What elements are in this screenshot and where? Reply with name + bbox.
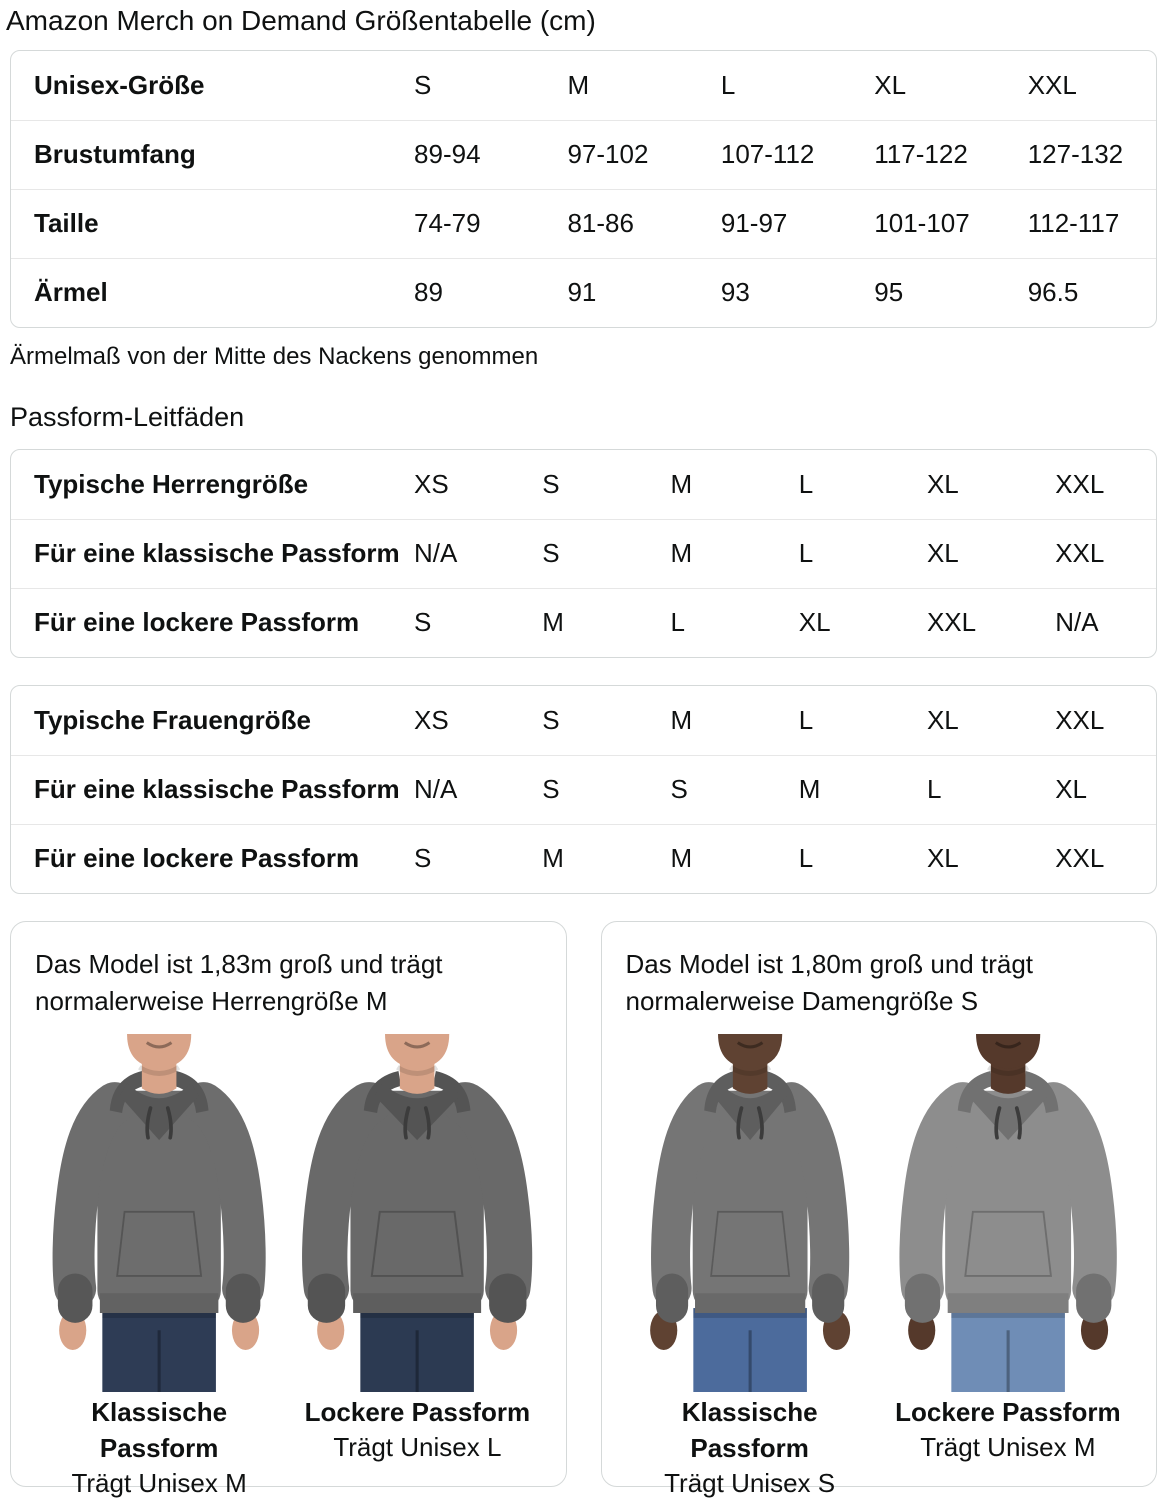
row-label: Typische Frauengröße <box>34 704 311 735</box>
size-cell: S <box>542 704 560 735</box>
size-cell: 89-94 <box>414 120 567 189</box>
table-row <box>11 588 1156 657</box>
size-cell: 81-86 <box>567 189 720 258</box>
size-cell: 101-107 <box>874 189 1027 258</box>
table-row <box>11 755 1156 824</box>
model-cards <box>10 921 1157 1498</box>
table-row <box>11 450 1156 519</box>
model-photo <box>884 1034 1132 1392</box>
page-title: Amazon Merch on Demand Größentabelle (cm) <box>6 5 596 36</box>
table-row <box>11 258 1156 327</box>
size-cell: L <box>720 69 736 100</box>
size-cell: M <box>542 824 670 893</box>
model-photo <box>35 1034 283 1392</box>
row-label: Unisex-Größe <box>34 69 205 100</box>
hoodie <box>670 1071 829 1313</box>
model-description: Das Model ist 1,83m groß und trägt normalerweise Herrengröße M <box>35 949 443 1016</box>
model-photo <box>293 1034 541 1392</box>
size-cell: 96.5 <box>1028 258 1156 327</box>
table-row <box>11 51 1156 120</box>
size-cell: XL <box>927 519 1055 588</box>
womens-model-card <box>601 921 1158 1498</box>
size-cell: L <box>798 704 814 735</box>
row-label: Für eine lockere Passform <box>11 588 414 657</box>
size-cell: XS <box>414 468 449 499</box>
mens-fit-table <box>10 449 1157 658</box>
size-cell: M <box>567 69 590 100</box>
sleeve-measure-note: Ärmelmaß von der Mitte des Nackens genommen <box>10 343 539 370</box>
size-cell: 117-122 <box>874 120 1027 189</box>
size-cell: XL <box>1055 755 1156 824</box>
model-figure-classic <box>626 1034 874 1500</box>
size-cell: L <box>671 588 799 657</box>
jeans <box>693 1308 807 1392</box>
size-cell: M <box>670 704 693 735</box>
size-cell: XXL <box>1027 69 1077 100</box>
table-row <box>11 824 1156 893</box>
size-cell: S <box>414 588 542 657</box>
size-cell: XXL <box>1055 519 1156 588</box>
jeans <box>102 1308 216 1392</box>
size-cell: L <box>798 468 814 499</box>
size-cell: XXL <box>927 588 1055 657</box>
row-label: Brustumfang <box>11 120 414 189</box>
size-cell: 127-132 <box>1028 120 1156 189</box>
size-cell: 91 <box>567 258 720 327</box>
size-cell: XL <box>926 704 959 735</box>
size-cell: 107-112 <box>721 120 874 189</box>
size-cell: N/A <box>414 519 542 588</box>
size-cell: 95 <box>874 258 1027 327</box>
table-row <box>11 686 1156 755</box>
size-cell: M <box>670 468 693 499</box>
table-row <box>11 519 1156 588</box>
hoodie <box>921 1071 1096 1313</box>
fit-guides-heading: Passform-Leitfäden <box>10 402 245 432</box>
row-label: Für eine lockere Passform <box>11 824 414 893</box>
size-cell: S <box>542 755 670 824</box>
model-figure-loose <box>293 1034 541 1500</box>
size-cell: M <box>542 588 670 657</box>
model-photo <box>626 1034 874 1392</box>
model-figure-classic <box>35 1034 283 1500</box>
size-cell: S <box>414 824 542 893</box>
size-cell: L <box>799 824 927 893</box>
size-cell: S <box>542 519 670 588</box>
size-cell: 74-79 <box>414 189 567 258</box>
size-cell: S <box>414 69 432 100</box>
fit-label: Klassische Passform <box>681 1397 818 1463</box>
size-cell: M <box>671 519 799 588</box>
size-cell: L <box>927 755 1055 824</box>
size-cell: XL <box>927 824 1055 893</box>
size-cell: S <box>542 468 560 499</box>
row-label: Typische Herrengröße <box>34 468 309 499</box>
hoodie <box>74 1071 245 1313</box>
size-cell: XL <box>874 69 907 100</box>
size-cell: 112-117 <box>1028 189 1156 258</box>
size-cell: 93 <box>721 258 874 327</box>
size-cell: N/A <box>414 755 542 824</box>
jeans <box>951 1308 1065 1392</box>
fit-label: Lockere Passform <box>895 1397 1121 1427</box>
size-cell: M <box>671 824 799 893</box>
table-row <box>11 120 1156 189</box>
row-label: Ärmel <box>11 258 414 327</box>
hoodie <box>325 1071 510 1313</box>
model-description: Das Model ist 1,80m groß und trägt normalerweise Damengröße S <box>625 949 1034 1016</box>
row-label: Taille <box>11 189 414 258</box>
worn-size-label: Trägt Unisex M <box>71 1468 247 1498</box>
jeans <box>361 1308 475 1392</box>
row-label: Für eine klassische Passform <box>11 755 414 824</box>
mens-model-card <box>10 921 567 1498</box>
size-cell: N/A <box>1055 588 1156 657</box>
size-cell: XL <box>799 588 927 657</box>
fit-label: Klassische Passform <box>91 1397 228 1463</box>
size-cell: S <box>671 755 799 824</box>
size-cell: XXL <box>1055 468 1105 499</box>
size-cell: 89 <box>414 258 567 327</box>
fit-label: Lockere Passform <box>304 1397 531 1427</box>
worn-size-label: Trägt Unisex L <box>333 1432 502 1462</box>
row-label: Für eine klassische Passform <box>11 519 414 588</box>
size-cell: XL <box>926 468 959 499</box>
size-cell: XXL <box>1055 704 1105 735</box>
table-row <box>11 189 1156 258</box>
worn-size-label: Trägt Unisex S <box>664 1468 836 1498</box>
worn-size-label: Trägt Unisex M <box>920 1432 1096 1462</box>
womens-fit-table <box>10 685 1157 894</box>
size-cell: L <box>799 519 927 588</box>
unisex-size-table <box>10 50 1157 328</box>
size-cell: XXL <box>1055 824 1156 893</box>
size-cell: XS <box>414 704 449 735</box>
model-figure-loose <box>884 1034 1132 1500</box>
size-cell: M <box>799 755 927 824</box>
size-cell: 97-102 <box>567 120 720 189</box>
size-cell: 91-97 <box>721 189 874 258</box>
